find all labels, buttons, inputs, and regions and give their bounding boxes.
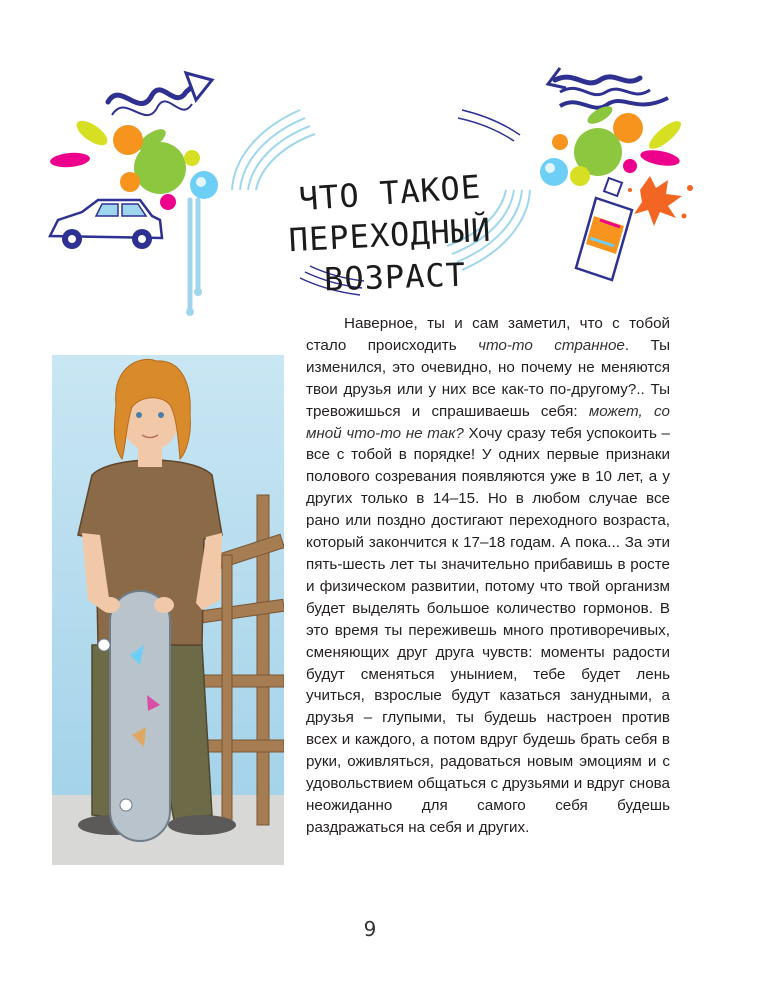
- body-emphasis-1: что-то странное: [478, 336, 625, 354]
- right-shoe: [168, 815, 236, 835]
- body-part-3: Хочу сразу тебя успокоить – все с тобой в порядке! У одних первые признаки полового созревания появляются уже в 10 лет, а у других только в 14–15. Но в любом случае все рано или поздно достигают переходного возраста, который закончится к 17–18 годам. А пока... За эти пять-шесть лет ты значительно прибавишь в росте и физическом развитии, потому что твой организм будет выделять большое количество гормонов. В это время ты переживешь много противоречивых, сменяющих друг друга чувств: моменты радости будут сменяться унынием, тебе будет лень учиться, взрослые будут казаться занудными, а друзья – глупыми, ты будешь настроен против всех и каждого, а потом вдруг будешь брать себя в руки, оживляться, радоваться новым эмоциям и с удовольствием общаться с друзьями и вдруг снова неожиданно для самого себя будешь раздражаться на себя и других.: [306, 424, 670, 836]
- title-area: [0, 40, 759, 330]
- left-eye: [136, 412, 142, 418]
- boy-with-skateboard-illustration: [52, 355, 284, 865]
- right-blossom: [540, 103, 685, 186]
- title-line-2: ПЕРЕХОДНЫЙ: [287, 210, 493, 260]
- title-line-1: ЧТО ТАКОЕ: [297, 167, 483, 219]
- body-part-1: Наверное, ты и сам заметил, что с тобой стало происходить: [306, 315, 670, 354]
- scribble-arrow-icon: [548, 68, 668, 108]
- right-eye: [158, 412, 164, 418]
- body-text: [306, 313, 670, 839]
- car-icon: [50, 200, 162, 249]
- spray-can-icon: [576, 178, 632, 280]
- title-line-3: ВОЗРАСТ: [323, 255, 467, 299]
- body-paragraph: [306, 313, 670, 839]
- page-number: 9: [363, 917, 377, 941]
- body-emphasis-2: может, со мной что-то не так?: [306, 402, 670, 442]
- right-hand: [154, 597, 174, 613]
- paint-splash-icon: [628, 176, 693, 226]
- scribble-arrow-icon: [108, 73, 212, 115]
- page-title: [270, 167, 510, 299]
- left-hand: [100, 597, 120, 613]
- body-part-2: . Ты изменился, это очевидно, но почему не меняются твои друзья или у них все как-то по-другому?.. Ты тревожишься и спрашиваешь себя:: [306, 336, 670, 420]
